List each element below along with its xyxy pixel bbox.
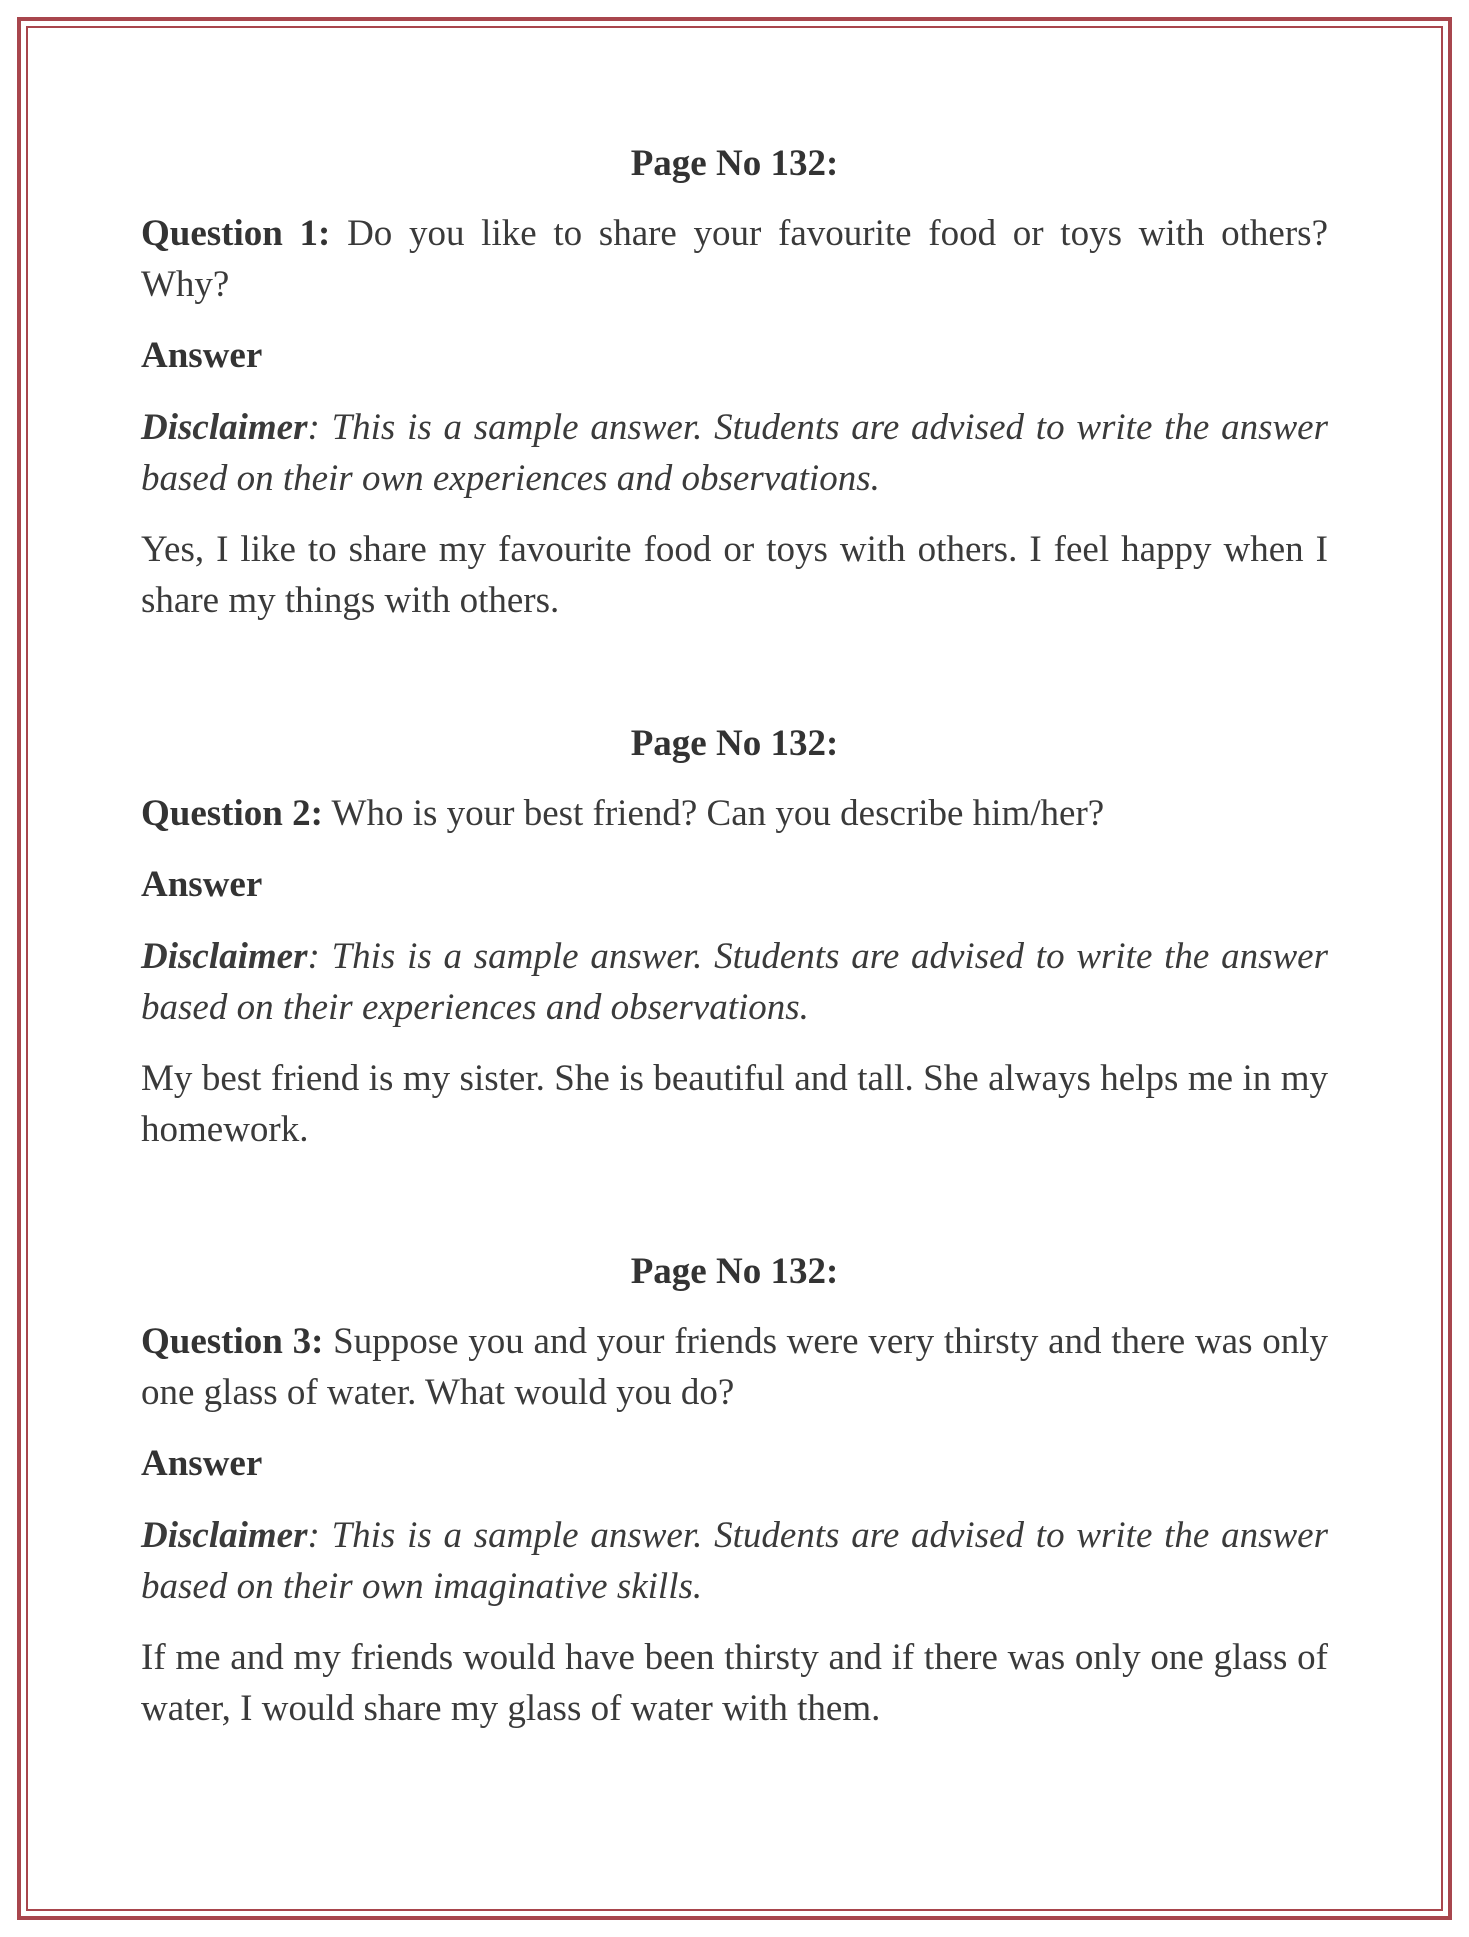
disclaimer-body: : This is a sample answer. Students are advised to write the answer based on their own experiences and observations. xyxy=(141,407,1328,499)
question-text xyxy=(141,1316,1328,1418)
question-body: Who is your best friend? Can you describe him/her? xyxy=(322,793,1105,834)
disclaimer-body: : This is a sample answer. Students are advised to write the answer based on their experiences and observations. xyxy=(141,936,1328,1028)
question-section-1 xyxy=(141,140,1328,626)
page-heading: Page No 132: xyxy=(630,143,839,184)
disclaimer-label: Disclaimer xyxy=(141,1515,308,1556)
answer-label: Answer xyxy=(141,1443,263,1484)
answer-text: Yes, I like to share my favourite food or toys with others. I feel happy when I share my things with others. xyxy=(141,529,1328,621)
question-label: Question 3: xyxy=(141,1321,324,1362)
page-heading: Page No 132: xyxy=(630,1251,839,1292)
answer-label: Answer xyxy=(141,335,263,376)
question-label: Question 1: xyxy=(141,213,331,254)
question-text xyxy=(141,208,1328,310)
question-body: Do you like to share your favourite food or toys with others? Why? xyxy=(141,213,1328,305)
question-label: Question 2: xyxy=(141,793,323,834)
answer-text: If me and my friends would have been thirsty and if there was only one glass of water, I would share my glass of water with them. xyxy=(141,1637,1328,1729)
question-section-2 xyxy=(141,720,1328,1155)
answer-label: Answer xyxy=(141,864,263,905)
answer-text: My best friend is my sister. She is beautiful and tall. She always helps me in my homework. xyxy=(141,1058,1328,1150)
disclaimer-label: Disclaimer xyxy=(141,407,308,448)
disclaimer-label: Disclaimer xyxy=(141,936,308,977)
disclaimer xyxy=(141,402,1328,504)
disclaimer-body: : This is a sample answer. Students are advised to write the answer based on their own imaginative skills. xyxy=(141,1515,1328,1607)
question-body: Suppose you and your friends were very thirsty and there was only one glass of water. What would you do? xyxy=(141,1321,1328,1413)
disclaimer xyxy=(141,931,1328,1033)
disclaimer xyxy=(141,1510,1328,1612)
page-heading: Page No 132: xyxy=(630,723,839,764)
question-section-3 xyxy=(141,1248,1328,1734)
question-text xyxy=(141,788,1328,839)
